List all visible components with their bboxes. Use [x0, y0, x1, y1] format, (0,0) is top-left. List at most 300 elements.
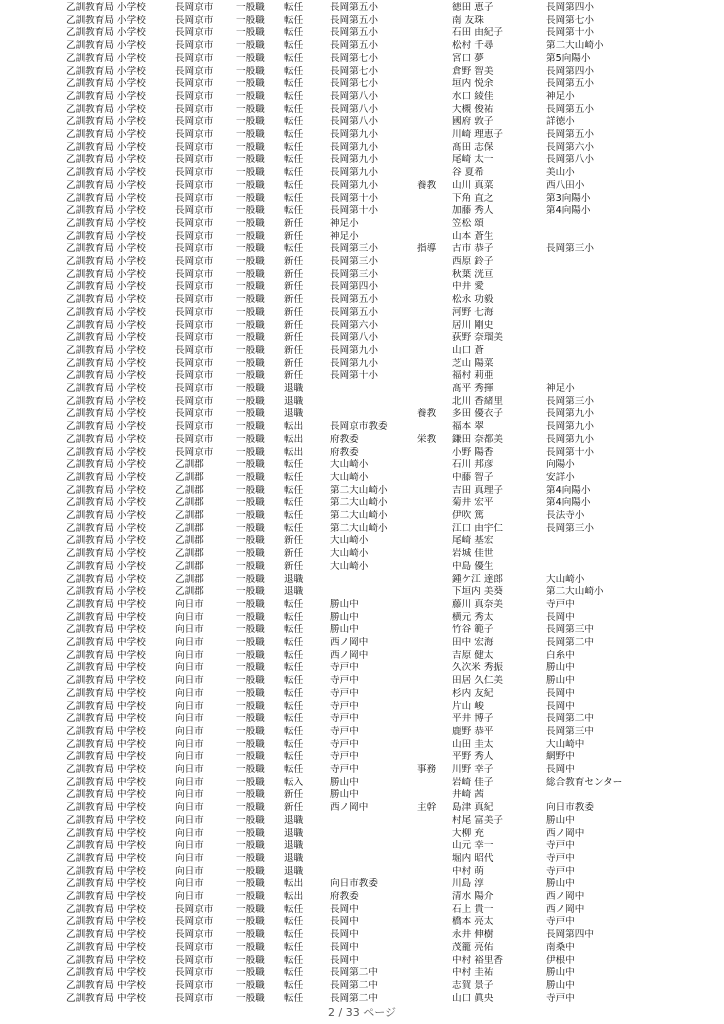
job-type-cell: 一般職 [236, 852, 265, 864]
new-school-cell: 長岡中 [330, 954, 359, 966]
city-cell: 長岡京市 [175, 979, 214, 991]
transfer-type-cell: 新任 [284, 281, 304, 293]
previous-school-cell: 西八田小 [546, 179, 585, 191]
org-cell: 乙訓教育局 小学校 [66, 446, 146, 458]
name-cell: 鎌田 奈都美 [452, 433, 504, 445]
transfer-type-cell: 転任 [284, 129, 304, 140]
job-type-cell: 一般職 [236, 903, 265, 915]
transfer-type-cell: 退職 [284, 827, 304, 839]
table-row [0, 15, 724, 28]
previous-school-cell: 長岡第五小 [546, 129, 594, 140]
job-type-cell: 一般職 [236, 78, 265, 90]
table-row [0, 408, 724, 421]
previous-school-cell: 神足小 [546, 383, 575, 394]
org-cell: 乙訓教育局 中学校 [66, 751, 146, 763]
job-type-cell: 一般職 [236, 14, 265, 26]
previous-school-cell: 寺戸中 [546, 916, 575, 928]
name-cell: 南 友珠 [452, 14, 484, 26]
org-cell: 乙訓教育局 小学校 [66, 332, 146, 344]
city-cell: 長岡京市 [175, 967, 214, 979]
city-cell: 長岡京市 [175, 306, 214, 318]
transfer-type-cell: 転任 [284, 751, 304, 763]
name-cell: 秋葉 洸亘 [452, 268, 494, 280]
table-row [0, 358, 724, 371]
city-cell: 向日市 [175, 662, 204, 674]
previous-school-cell: 長岡中 [546, 700, 575, 712]
city-cell: 長岡京市 [175, 27, 214, 39]
org-cell: 乙訓教育局 小学校 [66, 103, 146, 115]
job-type-cell: 一般職 [236, 167, 265, 179]
transfer-type-cell: 転任 [284, 916, 304, 928]
transfer-type-cell: 転任 [284, 713, 304, 725]
job-type-cell: 一般職 [236, 141, 265, 153]
name-cell: 藤川 真奈美 [452, 598, 504, 610]
table-row [0, 916, 724, 929]
previous-school-cell: 第4向陽小 [546, 484, 591, 496]
transfer-type-cell: 新任 [284, 319, 304, 331]
table-row [0, 866, 724, 879]
city-cell: 長岡京市 [175, 294, 214, 306]
new-school-cell: 長岡第七小 [330, 78, 378, 90]
table-row [0, 231, 724, 244]
transfer-type-cell: 転任 [284, 2, 304, 13]
table-row [0, 637, 724, 650]
name-cell: 田居 久仁美 [452, 675, 504, 687]
table-row [0, 523, 724, 536]
city-cell: 長岡京市 [175, 992, 214, 1004]
table-row [0, 929, 724, 942]
previous-school-cell: 勝山中 [546, 662, 575, 674]
city-cell: 長岡京市 [175, 40, 214, 52]
transfer-type-cell: 転任 [284, 40, 304, 52]
city-cell: 向日市 [175, 725, 204, 737]
table-row [0, 701, 724, 714]
name-cell: 尾崎 太一 [452, 154, 494, 166]
org-cell: 乙訓教育局 中学校 [66, 916, 146, 928]
previous-school-cell: 第4向陽小 [546, 205, 591, 217]
previous-school-cell: 長法寺小 [546, 510, 585, 521]
previous-school-cell: 長岡第七小 [546, 14, 594, 26]
name-cell: 山本 蒼生 [452, 230, 494, 242]
job-type-cell: 一般職 [236, 421, 265, 433]
new-school-cell: 寺戸中 [330, 675, 359, 687]
job-type-cell: 一般職 [236, 967, 265, 979]
previous-school-cell: 第5向陽小 [546, 52, 591, 64]
table-row [0, 802, 724, 815]
job-type-cell: 一般職 [236, 344, 265, 356]
transfer-type-cell: 退職 [284, 586, 304, 598]
previous-school-cell: 第二大山崎小 [546, 586, 604, 598]
job-type-cell: 一般職 [236, 471, 265, 483]
previous-school-cell: 寺戸中 [546, 992, 575, 1004]
previous-school-cell: 長岡第二中 [546, 713, 594, 725]
table-row [0, 205, 724, 218]
city-cell: 長岡京市 [175, 78, 214, 90]
previous-school-cell: 長岡第九小 [546, 408, 594, 420]
transfer-type-cell: 新任 [284, 344, 304, 356]
org-cell: 乙訓教育局 中学校 [66, 687, 146, 699]
transfer-type-cell: 新任 [284, 306, 304, 318]
city-cell: 長岡京市 [175, 281, 214, 293]
job-type-cell: 一般職 [236, 90, 265, 102]
job-type-cell: 一般職 [236, 586, 265, 598]
previous-school-cell: 向陽小 [546, 459, 575, 471]
previous-school-cell: 大山崎中 [546, 738, 585, 750]
name-cell: 村尾 富美子 [452, 814, 504, 826]
name-cell: 尾崎 基宏 [452, 535, 494, 547]
transfer-type-cell: 転任 [284, 179, 304, 191]
table-row [0, 828, 724, 841]
org-cell: 乙訓教育局 中学校 [66, 764, 146, 775]
table-row [0, 269, 724, 282]
org-cell: 乙訓教育局 中学校 [66, 827, 146, 839]
name-cell: 松村 千尋 [452, 40, 494, 52]
job-type-cell: 一般職 [236, 357, 265, 369]
previous-school-cell: 長岡第八小 [546, 154, 594, 166]
org-cell: 乙訓教育局 小学校 [66, 179, 146, 191]
name-cell: 田中 宏海 [452, 637, 494, 648]
org-cell: 乙訓教育局 中学校 [66, 878, 146, 890]
transfer-type-cell: 新任 [284, 535, 304, 547]
job-type-cell: 一般職 [236, 548, 265, 560]
new-school-cell: 長岡第五小 [330, 27, 378, 39]
job-type-cell: 一般職 [236, 891, 265, 902]
org-cell: 乙訓教育局 小学校 [66, 383, 146, 394]
city-cell: 向日市 [175, 776, 204, 788]
position-cell: 養教 [417, 408, 437, 420]
previous-school-cell: 長岡第九小 [546, 421, 594, 433]
transfer-type-cell: 転任 [284, 27, 304, 39]
new-school-cell: 長岡第八小 [330, 332, 378, 344]
transfer-type-cell: 転入 [284, 776, 304, 788]
table-row [0, 320, 724, 333]
previous-school-cell: 長岡第三中 [546, 624, 594, 636]
city-cell: 向日市 [175, 611, 204, 623]
name-cell: 菊井 宏平 [452, 497, 494, 509]
city-cell: 長岡京市 [175, 2, 214, 13]
org-cell: 乙訓教育局 中学校 [66, 624, 146, 636]
org-cell: 乙訓教育局 中学校 [66, 802, 146, 814]
name-cell: 井崎 茜 [452, 789, 484, 801]
name-cell: 中井 愛 [452, 281, 484, 293]
transfer-type-cell: 新任 [284, 230, 304, 242]
previous-school-cell: 寺戸中 [546, 865, 575, 877]
table-row [0, 332, 724, 345]
transfer-type-cell: 転任 [284, 522, 304, 534]
new-school-cell: 長岡第三小 [330, 243, 378, 255]
name-cell: 松永 功毅 [452, 294, 494, 306]
previous-school-cell: 長岡第四中 [546, 929, 594, 941]
name-cell: 居川 剛史 [452, 319, 494, 331]
transfer-type-cell: 退職 [284, 573, 304, 585]
org-cell: 乙訓教育局 中学校 [66, 725, 146, 737]
name-cell: 小野 陽香 [452, 446, 494, 458]
transfer-type-cell: 転任 [284, 941, 304, 953]
new-school-cell: 勝山中 [330, 789, 359, 801]
name-cell: 石上 貴一 [452, 903, 494, 915]
name-cell: 西原 鈴子 [452, 256, 494, 267]
org-cell: 乙訓教育局 小学校 [66, 522, 146, 534]
table-row [0, 129, 724, 142]
org-cell: 乙訓教育局 中学校 [66, 611, 146, 623]
job-type-cell: 一般職 [236, 217, 265, 229]
job-type-cell: 一般職 [236, 281, 265, 293]
transfer-type-cell: 転任 [284, 103, 304, 115]
table-row [0, 624, 724, 637]
previous-school-cell: 向日市教委 [546, 802, 594, 814]
new-school-cell: 長岡第二中 [330, 967, 378, 979]
new-school-cell: 長岡第五小 [330, 294, 378, 306]
transfer-type-cell: 転任 [284, 738, 304, 750]
city-cell: 長岡京市 [175, 903, 214, 915]
previous-school-cell: 長岡第三小 [546, 522, 594, 534]
city-cell: 向日市 [175, 700, 204, 712]
table-row [0, 243, 724, 256]
org-cell: 乙訓教育局 中学校 [66, 738, 146, 750]
transfer-type-cell: 退職 [284, 840, 304, 852]
table-row [0, 662, 724, 675]
name-cell: 山口 蒼 [452, 344, 484, 356]
transfer-type-cell: 新任 [284, 802, 304, 814]
name-cell: 河野 七海 [452, 306, 494, 318]
city-cell: 向日市 [175, 624, 204, 636]
table-row [0, 739, 724, 752]
table-row [0, 396, 724, 409]
new-school-cell: 長岡第九小 [330, 357, 378, 369]
job-type-cell: 一般職 [236, 52, 265, 64]
name-cell: 加藤 秀人 [452, 205, 494, 217]
city-cell: 長岡京市 [175, 408, 214, 420]
job-type-cell: 一般職 [236, 408, 265, 420]
name-cell: 髙田 志保 [452, 141, 494, 153]
new-school-cell: 寺戸中 [330, 700, 359, 712]
org-cell: 乙訓教育局 中学校 [66, 852, 146, 864]
name-cell: 山口 眞央 [452, 992, 494, 1004]
table-row [0, 497, 724, 510]
previous-school-cell: 長岡第十小 [546, 446, 594, 458]
org-cell: 乙訓教育局 小学校 [66, 586, 146, 598]
table-row [0, 2, 724, 15]
new-school-cell: 府教委 [330, 446, 359, 458]
job-type-cell: 一般職 [236, 522, 265, 534]
name-cell: 中島 優生 [452, 560, 494, 572]
new-school-cell: 勝山中 [330, 611, 359, 623]
org-cell: 乙訓教育局 小学校 [66, 319, 146, 331]
previous-school-cell: 長岡第二中 [546, 637, 594, 648]
job-type-cell: 一般職 [236, 205, 265, 217]
name-cell: 下角 直之 [452, 192, 494, 204]
position-cell: 主幹 [417, 802, 437, 814]
city-cell: 長岡京市 [175, 217, 214, 229]
city-cell: 乙訓郡 [175, 560, 204, 572]
city-cell: 向日市 [175, 738, 204, 750]
org-cell: 乙訓教育局 小学校 [66, 154, 146, 166]
new-school-cell: 寺戸中 [330, 764, 359, 775]
transfer-type-cell: 転任 [284, 700, 304, 712]
city-cell: 長岡京市 [175, 344, 214, 356]
new-school-cell: 勝山中 [330, 776, 359, 788]
name-cell: 島津 真紀 [452, 802, 494, 814]
name-cell: 山田 圭太 [452, 738, 494, 750]
transfer-type-cell: 新任 [284, 217, 304, 229]
city-cell: 向日市 [175, 598, 204, 610]
city-cell: 長岡京市 [175, 421, 214, 433]
previous-school-cell: 長岡第五小 [546, 78, 594, 90]
org-cell: 乙訓教育局 中学校 [66, 992, 146, 1004]
new-school-cell: 勝山中 [330, 624, 359, 636]
transfer-type-cell: 転任 [284, 764, 304, 775]
city-cell: 長岡京市 [175, 916, 214, 928]
city-cell: 向日市 [175, 687, 204, 699]
job-type-cell: 一般職 [236, 40, 265, 52]
previous-school-cell: 伊根中 [546, 954, 575, 966]
city-cell: 長岡京市 [175, 230, 214, 242]
org-cell: 乙訓教育局 中学校 [66, 637, 146, 648]
name-cell: 福村 莉亜 [452, 370, 494, 382]
table-row [0, 66, 724, 79]
table-row [0, 40, 724, 53]
org-cell: 乙訓教育局 小学校 [66, 484, 146, 496]
table-row [0, 459, 724, 472]
transfer-type-cell: 転任 [284, 471, 304, 483]
name-cell: 橋本 亮太 [452, 916, 494, 928]
previous-school-cell: 勝山中 [546, 675, 575, 687]
transfer-type-cell: 転任 [284, 979, 304, 991]
new-school-cell: 大山崎小 [330, 560, 369, 572]
table-row [0, 167, 724, 180]
table-row [0, 548, 724, 561]
name-cell: 岩城 佳世 [452, 548, 494, 560]
transfer-type-cell: 転任 [284, 510, 304, 521]
org-cell: 乙訓教育局 小学校 [66, 395, 146, 407]
transfer-type-cell: 退職 [284, 814, 304, 826]
job-type-cell: 一般職 [236, 433, 265, 445]
table-row [0, 967, 724, 980]
org-cell: 乙訓教育局 中学校 [66, 814, 146, 826]
transfer-type-cell: 退職 [284, 395, 304, 407]
org-cell: 乙訓教育局 小学校 [66, 535, 146, 547]
job-type-cell: 一般職 [236, 992, 265, 1004]
transfer-type-cell: 転出 [284, 891, 304, 902]
new-school-cell: 第二大山崎小 [330, 510, 388, 521]
transfer-type-cell: 転任 [284, 141, 304, 153]
transfer-type-cell: 新任 [284, 548, 304, 560]
city-cell: 長岡京市 [175, 192, 214, 204]
org-cell: 乙訓教育局 中学校 [66, 598, 146, 610]
new-school-cell: 寺戸中 [330, 725, 359, 737]
city-cell: 向日市 [175, 891, 204, 902]
job-type-cell: 一般職 [236, 2, 265, 13]
new-school-cell: 長岡第九小 [330, 167, 378, 179]
table-row [0, 345, 724, 358]
name-cell: 横元 秀太 [452, 611, 494, 623]
org-cell: 乙訓教育局 小学校 [66, 573, 146, 585]
previous-school-cell: 長岡第四小 [546, 2, 594, 13]
name-cell: 茂籠 亮佑 [452, 941, 494, 953]
table-row [0, 586, 724, 599]
table-row [0, 955, 724, 968]
org-cell: 乙訓教育局 小学校 [66, 243, 146, 255]
org-cell: 乙訓教育局 小学校 [66, 40, 146, 52]
org-cell: 乙訓教育局 中学校 [66, 941, 146, 953]
new-school-cell: 第二大山崎小 [330, 522, 388, 534]
org-cell: 乙訓教育局 小学校 [66, 357, 146, 369]
new-school-cell: 神足小 [330, 230, 359, 242]
city-cell: 乙訓郡 [175, 484, 204, 496]
org-cell: 乙訓教育局 小学校 [66, 408, 146, 420]
job-type-cell: 一般職 [236, 662, 265, 674]
new-school-cell: 長岡中 [330, 916, 359, 928]
job-type-cell: 一般職 [236, 941, 265, 953]
table-row [0, 891, 724, 904]
city-cell: 長岡京市 [175, 141, 214, 153]
new-school-cell: 府教委 [330, 891, 359, 902]
job-type-cell: 一般職 [236, 27, 265, 39]
new-school-cell: 長岡中 [330, 941, 359, 953]
job-type-cell: 一般職 [236, 116, 265, 128]
org-cell: 乙訓教育局 中学校 [66, 789, 146, 801]
city-cell: 長岡京市 [175, 256, 214, 267]
table-row [0, 485, 724, 498]
job-type-cell: 一般職 [236, 268, 265, 280]
previous-school-cell: 南桑中 [546, 941, 575, 953]
previous-school-cell: 西ノ岡中 [546, 827, 585, 839]
city-cell: 長岡京市 [175, 52, 214, 64]
previous-school-cell: 長岡中 [546, 611, 575, 623]
transfer-type-cell: 新任 [284, 789, 304, 801]
job-type-cell: 一般職 [236, 751, 265, 763]
name-cell: 古市 恭子 [452, 243, 494, 255]
previous-school-cell: 網野中 [546, 751, 575, 763]
city-cell: 長岡京市 [175, 319, 214, 331]
transfer-type-cell: 新任 [284, 256, 304, 267]
name-cell: 中藤 智子 [452, 471, 494, 483]
table-row [0, 904, 724, 917]
name-cell: 下垣内 美葵 [452, 586, 504, 598]
org-cell: 乙訓教育局 小学校 [66, 129, 146, 140]
previous-school-cell: 第3向陽小 [546, 192, 591, 204]
transfer-type-cell: 転任 [284, 497, 304, 509]
name-cell: 石川 邦彦 [452, 459, 494, 471]
name-cell: 中村 萌 [452, 865, 484, 877]
name-cell: 垣内 悦余 [452, 78, 494, 90]
job-type-cell: 一般職 [236, 510, 265, 521]
table-row [0, 599, 724, 612]
new-school-cell: 長岡第八小 [330, 103, 378, 115]
transfer-type-cell: 転任 [284, 903, 304, 915]
city-cell: 長岡京市 [175, 268, 214, 280]
previous-school-cell: 長岡第五小 [546, 103, 594, 115]
city-cell: 乙訓郡 [175, 471, 204, 483]
name-cell: 倉野 智美 [452, 65, 494, 77]
new-school-cell: 長岡第七小 [330, 52, 378, 64]
table-row [0, 751, 724, 764]
new-school-cell: 第二大山崎小 [330, 497, 388, 509]
previous-school-cell: 白糸中 [546, 649, 575, 661]
city-cell: 長岡京市 [175, 929, 214, 941]
previous-school-cell: 長岡中 [546, 764, 575, 775]
transfer-type-cell: 転任 [284, 967, 304, 979]
previous-school-cell: 第4向陽小 [546, 497, 591, 509]
table-row [0, 777, 724, 790]
org-cell: 乙訓教育局 小学校 [66, 433, 146, 445]
city-cell: 向日市 [175, 637, 204, 648]
name-cell: 國府 敦子 [452, 116, 494, 128]
job-type-cell: 一般職 [236, 598, 265, 610]
org-cell: 乙訓教育局 小学校 [66, 205, 146, 217]
table-row [0, 942, 724, 955]
table-row [0, 421, 724, 434]
